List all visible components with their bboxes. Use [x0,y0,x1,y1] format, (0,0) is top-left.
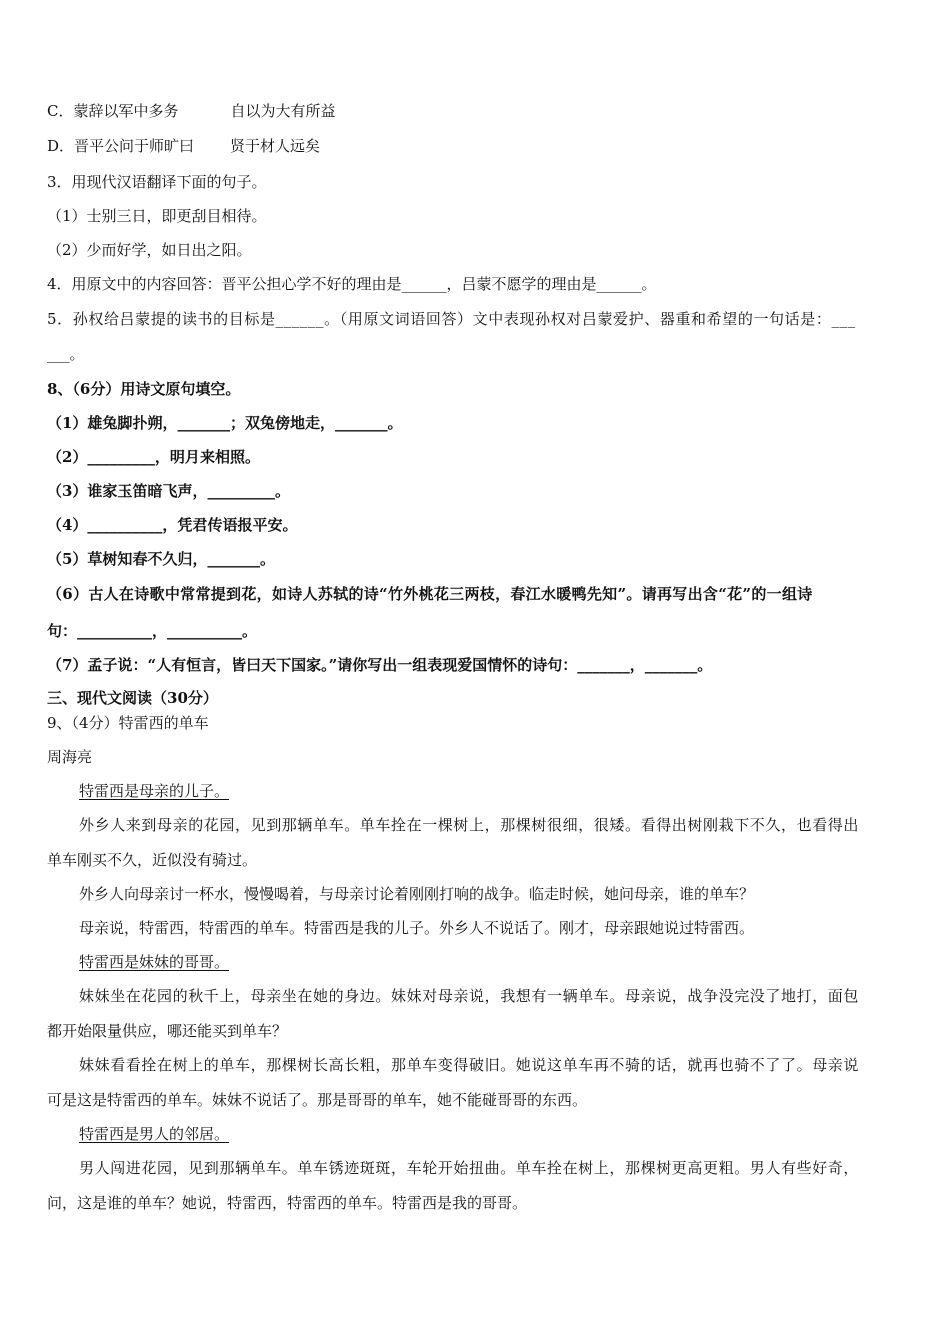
option-c-part1: C．蒙辞以军中多务 [47,102,179,120]
question-5-cont: ___。 [47,345,85,363]
para-2: 外乡人向母亲讨一杯水，慢慢喝着，与母亲讨论着刚刚打响的战争。临走时候，她问母亲，谁的单车？ [79,885,755,903]
fill-7: （7）孟子说：“人有恒言，皆曰天下国家。”请你写出一组表现爱国情怀的诗句：_______，_______。 [47,656,713,674]
section-8-title: 8、（6分）用诗文原句填空。 [47,380,241,398]
question-3: 3．用现代汉语翻译下面的句子。 [47,173,267,191]
para-6-line-1: 男人闯进花园，见到那辆单车。单车锈迹斑斑，车轮开始扭曲。单车拴在树上，那棵树更高更粗。男人有些好奇， [79,1159,860,1177]
fill-1: （1）雄兔脚扑朔，_______；双兔傍地走，_______。 [47,414,403,432]
subheading-2: 特雷西是妹妹的哥哥。 [79,953,230,971]
para-3: 母亲说，特雷西，特雷西的单车。特雷西是我的儿子。外乡人不说话了。刚才，母亲跟她说过特雷西。 [79,919,755,937]
subheading-1: 特雷西是母亲的儿子。 [79,782,230,800]
section-3-heading: 三、现代文阅读（30分） [47,689,218,707]
question-3-item-2: （2）少而好学，如日出之阳。 [47,241,252,259]
fill-3: （3）谁家玉笛暗飞声，_________。 [47,482,290,500]
question-9-title: 9、（4分）特雷西的单车 [47,714,209,732]
fill-2: （2）_________，明月来相照。 [47,448,260,466]
para-1-line-2: 单车刚买不久，近似没有骑过。 [47,851,258,869]
para-5-line-1: 妹妹看看拴在树上的单车，那棵树长高长粗，那单车变得破旧。她说这单车再不骑的话，就再也骑不了了。母亲说 [79,1056,860,1074]
question-4: 4．用原文中的内容回答：晋平公担心学不好的理由是______，吕蒙不愿学的理由是______。 [47,275,657,293]
option-d-part2: 贤于材人远矣 [230,137,321,155]
option-c-part2: 自以为大有所益 [230,102,336,120]
para-4-line-1: 妹妹坐在花园的秋千上，母亲坐在她的身边。妹妹对母亲说，我想有一辆单车。母亲说，战争没完没了地打，面包 [79,987,860,1005]
para-5-line-2: 可是这是特雷西的单车。妹妹不说话了。那是哥哥的单车，她不能碰哥哥的东西。 [47,1091,588,1109]
question-5: 5．孙权给吕蒙提的读书的目标是______。（用原文词语回答）文中表现孙权对吕蒙爱护、器重和希望的一句话是：___ [47,310,856,328]
para-6-line-2: 问，这是谁的单车？她说，特雷西，特雷西的单车。特雷西是我的哥哥。 [47,1194,528,1212]
author: 周海亮 [47,748,93,766]
question-3-item-1: （1）士别三日，即更刮目相待。 [47,207,267,225]
para-1-line-1: 外乡人来到母亲的花园，见到那辆单车。单车拴在一棵树上，那棵树很细，很矮。看得出树刚栽下不久，也看得出 [79,816,860,834]
fill-6-cont: 句：__________，__________。 [47,622,258,640]
option-d [47,136,905,156]
para-4-line-2: 都开始限量供应，哪还能买到单车？ [47,1022,288,1040]
fill-6: （6）古人在诗歌中常常提到花，如诗人苏轼的诗“竹外桃花三两枝，春江水暖鸭先知”。请再写出含“花”的一组诗 [47,585,813,603]
option-d-part1: D．晋平公问于师旷曰 [47,137,195,155]
fill-5: （5）草树知春不久归，_______。 [47,550,275,568]
option-c [47,101,905,121]
fill-4: （4）__________，凭君传语报平安。 [47,516,298,534]
subheading-3: 特雷西是男人的邻居。 [79,1125,230,1143]
